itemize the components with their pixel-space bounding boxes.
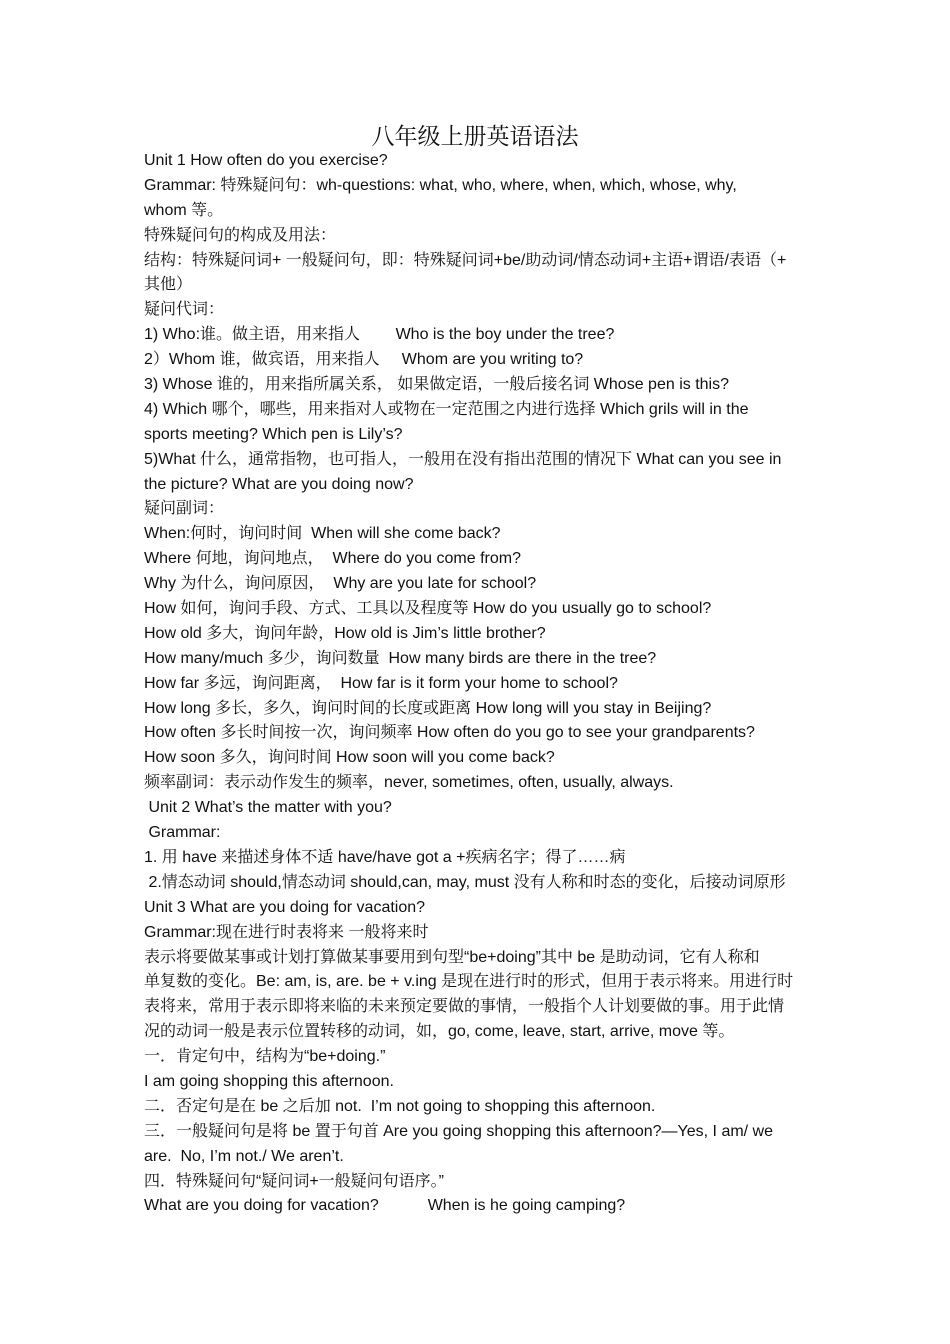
document-title: 八年级上册英语语法: [371, 124, 579, 150]
text-line: 况的动词一般是表示位置转移的动词，如，go, come, leave, start, arrive, move 等。: [144, 1023, 735, 1041]
text-line: Where 何地，询问地点， Where do you come from?: [144, 550, 521, 568]
text-line: Unit 1 How often do you exercise?: [144, 152, 388, 169]
document-body: [144, 149, 810, 1219]
text-line: 单复数的变化。Be: am, is, are. be + v.ing 是现在进行时的形式，但用于表示将来。用进行时: [144, 973, 794, 991]
text-line: Grammar:: [144, 824, 221, 842]
text-line: 其他）: [144, 276, 193, 294]
text-line: 特殊疑问句的构成及用法：: [144, 226, 337, 244]
text-line: 三．一般疑问句是将 be 置于句首 Are you going shopping this afternoon?—Yes, I am/ we: [144, 1122, 774, 1140]
text-line: 频率副词：表示动作发生的频率，never, sometimes, often, usually, always.: [144, 774, 674, 792]
text-line: What are you doing for vacation? When is he going camping?: [144, 1197, 626, 1215]
text-line: 疑问代词：: [144, 301, 225, 319]
text-line: How 如何，询问手段、方式、工具以及程度等 How do you usually go to school?: [144, 600, 712, 618]
text-line: 结构：特殊疑问词+ 一般疑问句，即：特殊疑问词+be/助动词/情态动词+主语+谓语/表语（+: [144, 251, 787, 269]
text-line: 二．否定句是在 be 之后加 not. I’m not going to shopping this afternoon.: [144, 1097, 656, 1115]
text-line: 疑问副词：: [144, 500, 225, 518]
text-line: 表示将要做某事或计划打算做某事要用到句型“be+doing”其中 be 是助动词，它有人称和: [144, 948, 760, 966]
text-line: Unit 2 What’s the matter with you?: [144, 799, 392, 817]
text-line: whom 等。: [144, 201, 224, 219]
text-line: 一．肯定句中，结构为“be+doing.”: [144, 1048, 386, 1066]
text-line: 1. 用 have 来描述身体不适 have/have got a +疾病名字；得了……病: [144, 848, 626, 866]
text-line: How often 多长时间按一次，询问频率 How often do you go to see your grandparents?: [144, 724, 755, 742]
text-line: the picture? What are you doing now?: [144, 475, 414, 493]
text-line: are. No, I’m not./ We aren’t.: [144, 1147, 344, 1165]
text-line: When:何时，询问时间 When will she come back?: [144, 525, 501, 543]
text-line: 表将来，常用于表示即将来临的未来预定要做的事情，一般指个人计划要做的事。用于此情: [144, 998, 785, 1016]
text-line: Grammar: 特殊疑问句：wh-questions: what, who, where, when, which, whose, why,: [144, 176, 737, 194]
text-line: How old 多大，询问年龄，How old is Jim’s little brother?: [144, 624, 546, 642]
text-line: Unit 3 What are you doing for vacation?: [144, 898, 426, 916]
text-line: 四．特殊疑问句“疑问词+一般疑问句语序。”: [144, 1172, 445, 1190]
text-line: sports meeting? Which pen is Lily’s?: [144, 425, 403, 443]
text-line: How far 多远，询问距离， How far is it form your home to school?: [144, 674, 618, 692]
text-line: Grammar:现在进行时表将来 一般将来时: [144, 923, 429, 941]
text-line: How long 多长，多久，询问时间的长度或距离 How long will you stay in Beijing?: [144, 699, 712, 717]
text-line: 5)What 什么，通常指物，也可指人，一般用在没有指出范围的情况下 What can you see in: [144, 450, 782, 468]
text-line: I am going shopping this afternoon.: [144, 1072, 394, 1090]
text-line: 4) Which 哪个，哪些，用来指对人或物在一定范围之内进行选择 Which grils will in the: [144, 400, 749, 418]
text-line: 3) Whose 谁的，用来指所属关系， 如果做定语，一般后接名词 Whose pen is this?: [144, 376, 729, 394]
text-line: Why 为什么，询问原因， Why are you late for school?: [144, 575, 537, 593]
text-line: 1) Who:谁。做主语，用来指人 Who is the boy under the tree?: [144, 326, 615, 344]
text-line: How soon 多久，询问时间 How soon will you come back?: [144, 749, 555, 767]
text-line: 2）Whom 谁，做宾语，用来指人 Whom are you writing to?: [144, 351, 584, 369]
text-line: How many/much 多少，询问数量 How many birds are there in the tree?: [144, 649, 657, 667]
text-line: 2.情态动词 should,情态动词 should,can, may, must 没有人称和时态的变化，后接动词原形: [144, 873, 786, 891]
